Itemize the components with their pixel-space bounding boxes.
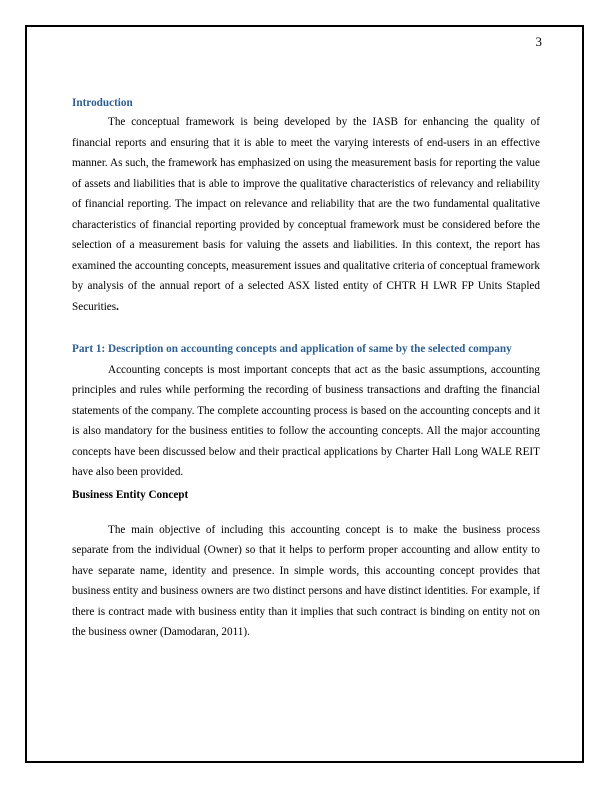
- part1-heading: Part 1: Description on accounting concepts and application of same by the selected company: [72, 343, 512, 355]
- introduction-paragraph-text: The conceptual framework is being developed by the IASB for enhancing the quality of financial reports and ensuring that it is able to meet the varying interests of end-users in an effective manner. As such, the framework has emphasized on using the measurement basis for reporting the value of assets and liabilities that is able to improve the qualitative characteristics of relevancy and reliability of financial reporting. The impact on relevance and reliability that are the two fundamental qualitative characteristics of financial reporting provided by conceptual framework must be considered before the selection of a measurement basis for valuing the assets and liabilities. In this context, the report has examined the accounting concepts, measurement issues and qualitative criteria of conceptual framework by analysis of the annual report of a selected ASX listed entity of CHTR H LWR FP Units Stapled Securities: [72, 116, 540, 313]
- part1-paragraph: Accounting concepts is most important concepts that act as the basic assumptions, accounting principles and rules while performing the recording of business transactions and drafting the financial statements of the company. The complete accounting process is based on the accounting concepts and it is also mandatory for the business entities to follow the accounting concepts. All the major accounting concepts have been discussed below and their practical applications by Charter Hall Long WALE REIT have also been provided.: [72, 363, 540, 478]
- introduction-paragraph-end: .: [116, 300, 119, 313]
- introduction-heading: Introduction: [72, 97, 133, 109]
- business-entity-heading: Business Entity Concept: [72, 488, 189, 501]
- business-entity-paragraph: The main objective of including this accounting concept is to make the business process separate from the individual (Owner) so that it helps to perform proper accounting and allow entity to have separate name, identity and presence. In simple words, this accounting concept provides that business entity and business owners are two distinct persons and have distinct identities. For example, if there is contract made with business entity than it implies that such contract is binding on entity not on the business owner (Damodaran, 2011).: [72, 523, 540, 638]
- document-body: [72, 95, 540, 643]
- page-number: 3: [535, 34, 542, 49]
- introduction-paragraph: [72, 112, 540, 317]
